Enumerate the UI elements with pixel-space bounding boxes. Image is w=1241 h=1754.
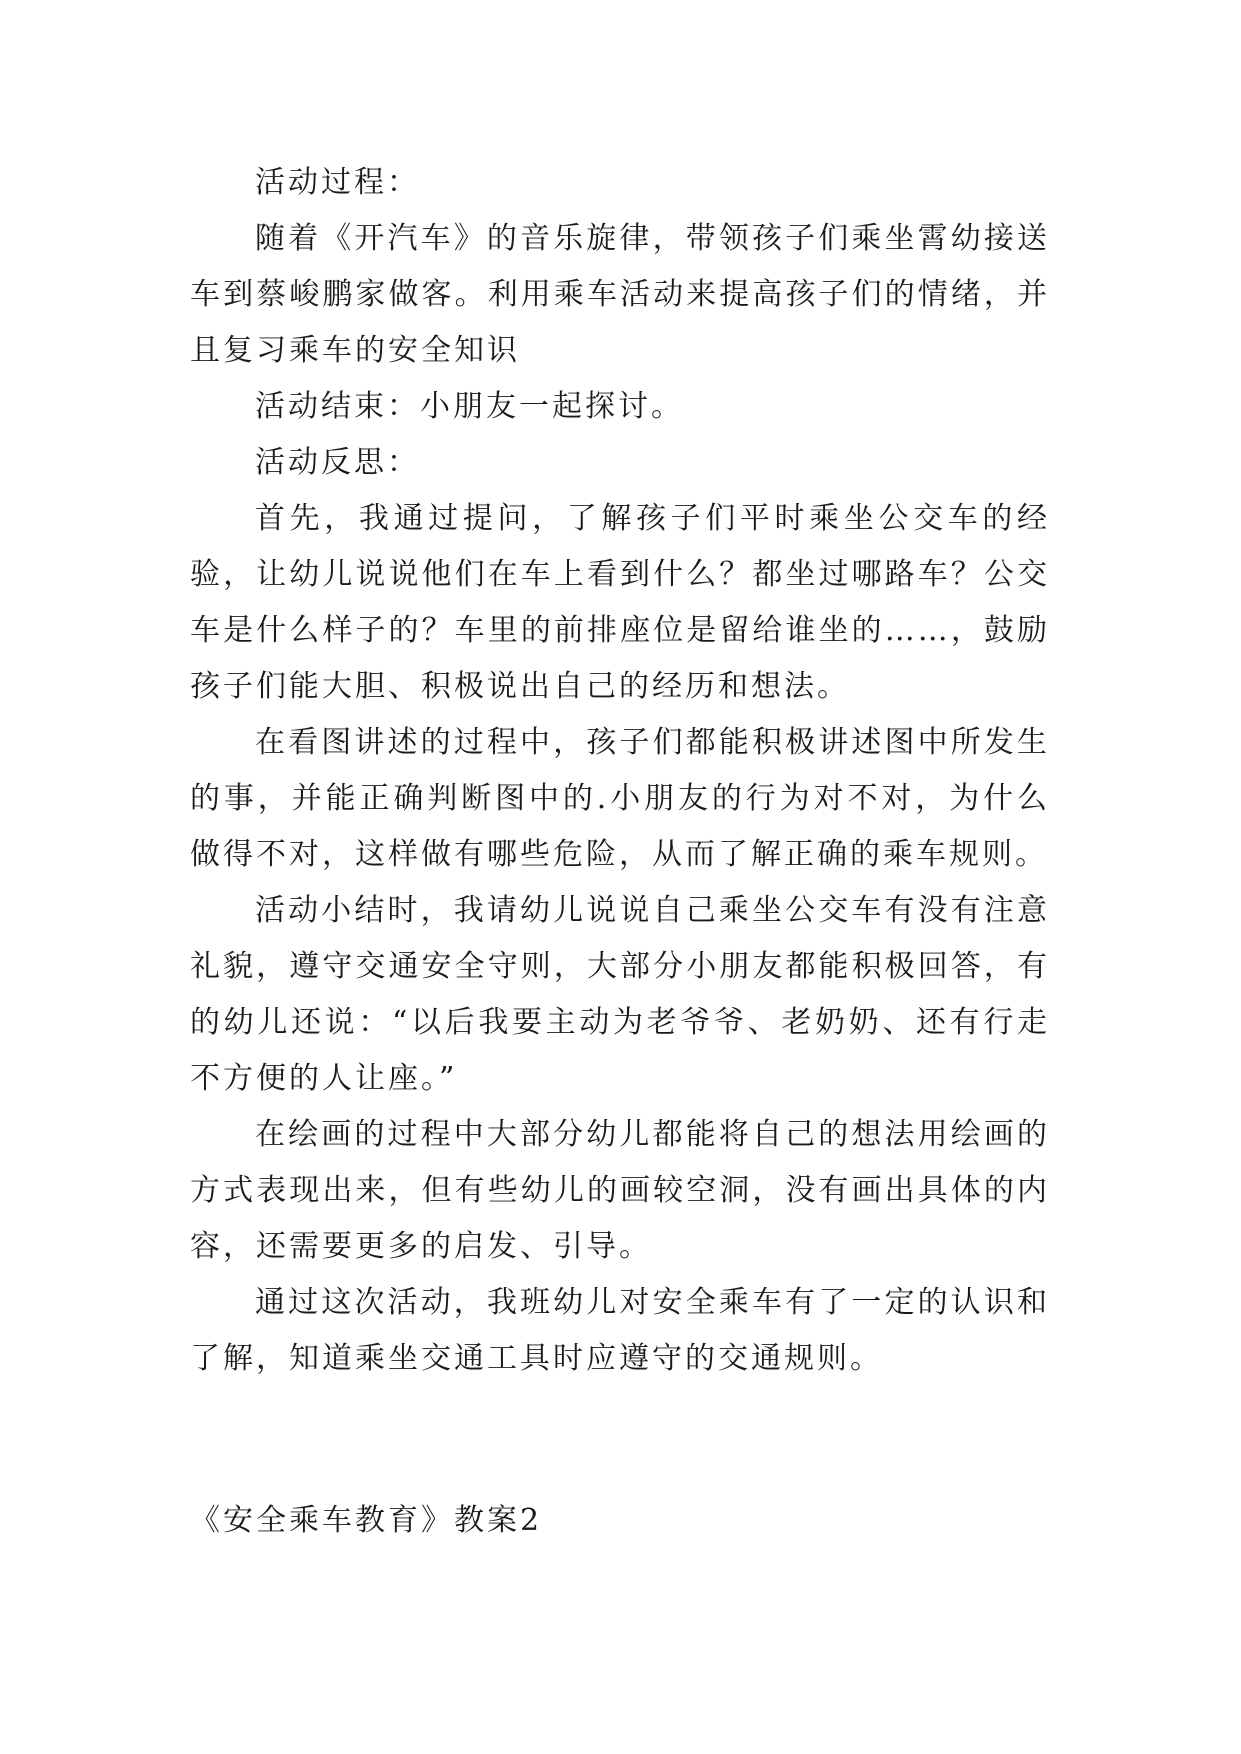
paragraph-reflection-title: 活动反思： — [255, 445, 420, 480]
paragraph-process-detail: 随着《开汽车》的音乐旋律，带领孩子们乘坐霄幼接送车到蔡峻鹏家做客。利用乘车活动来提高孩子们的情绪，并且复习乘车的安全知识 — [190, 221, 1050, 368]
paragraph-reflection-first: 首先，我通过提问，了解孩子们平时乘坐公交车的经验，让幼儿说说他们在车上看到什么？都坐过哪路车？公交车是什么样子的？车里的前排座位是留给谁坐的……，鼓励孩子们能大胆、积极说出自己的经历和想法。 — [190, 501, 1050, 704]
paragraph-reflection-conclusion: 通过这次活动，我班幼儿对安全乘车有了一定的认识和了解，知道乘坐交通工具时应遵守的交通规则。 — [190, 1285, 1050, 1376]
paragraph-reflection-summary: 活动小结时，我请幼儿说说自己乘坐公交车有没有注意礼貌，遵守交通安全守则，大部分小朋友都能积极回答，有的幼儿还说：“以后我要主动为老爷爷、老奶奶、还有行走不方便的人让座。” — [190, 893, 1050, 1096]
paragraph-reflection-picture: 在看图讲述的过程中，孩子们都能积极讲述图中所发生的事，并能正确判断图中的.小朋友的行为对不对，为什么做得不对，这样做有哪些危险，从而了解正确的乘车规则。 — [190, 725, 1050, 872]
paragraph-reflection-drawing: 在绘画的过程中大部分幼儿都能将自己的想法用绘画的方式表现出来，但有些幼儿的画较空洞，没有画出具体的内容，还需要更多的启发、引导。 — [190, 1117, 1050, 1264]
section-heading: 《安全乘车教育》教案2 — [190, 1503, 543, 1538]
document-body — [190, 155, 1050, 1387]
paragraph-activity-process: 活动过程： — [255, 165, 420, 200]
paragraph-activity-end: 活动结束：小朋友一起探讨。 — [255, 389, 684, 424]
